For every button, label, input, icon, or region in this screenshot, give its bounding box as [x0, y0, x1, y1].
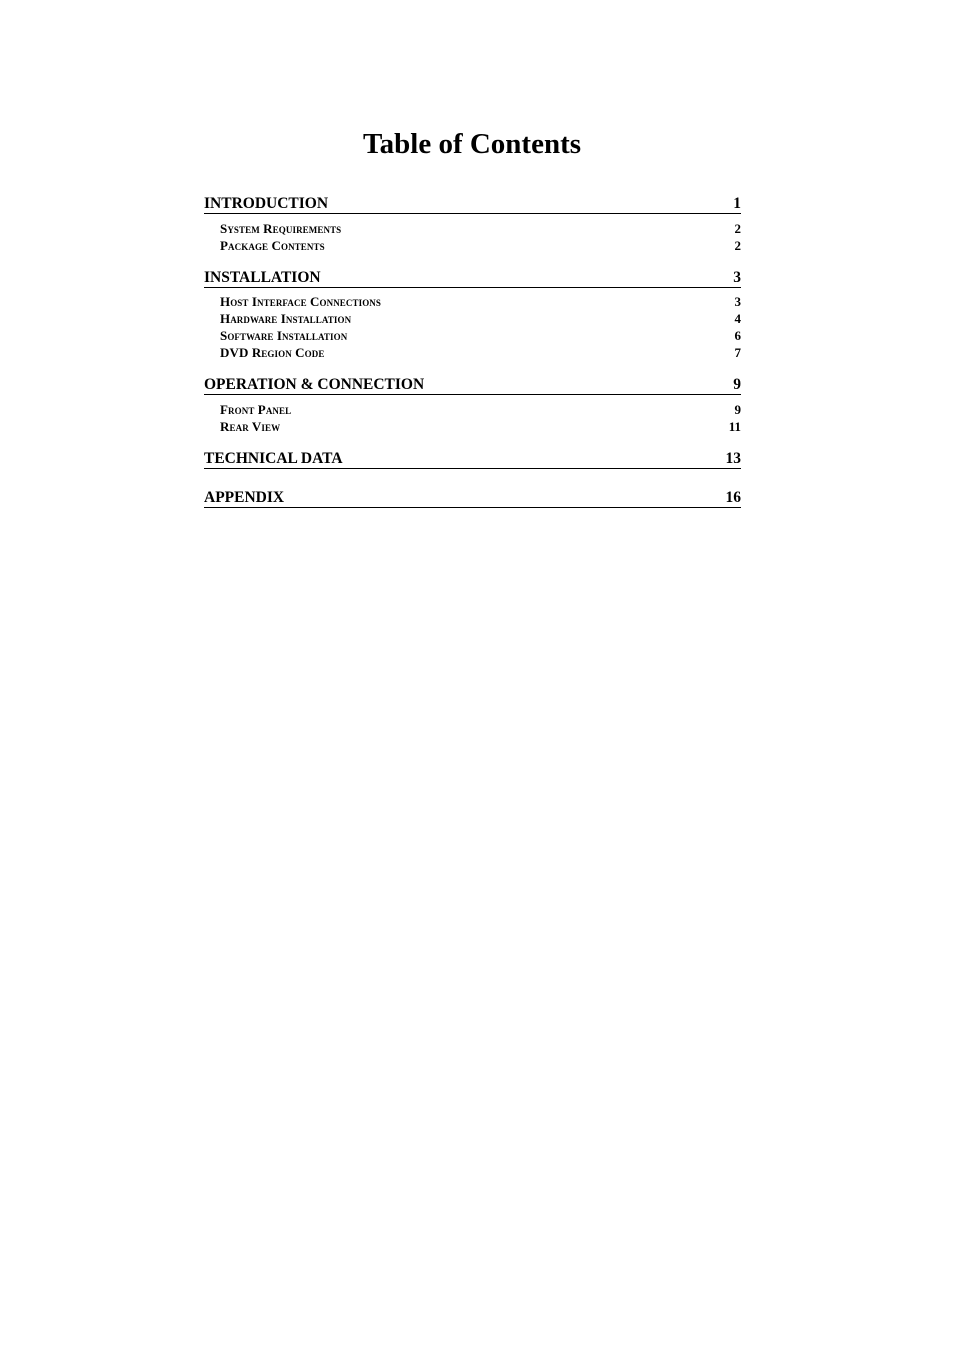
- toc-page-number: 13: [725, 450, 741, 467]
- toc-page-number: 9: [734, 402, 741, 417]
- toc-section-software-installation[interactable]: [220, 328, 741, 344]
- toc-section-label: Rear View: [220, 419, 281, 434]
- toc-chapter-label: INTRODUCTION: [204, 195, 329, 212]
- toc-page-number: 2: [734, 238, 741, 253]
- toc-page-number: 16: [725, 489, 741, 506]
- toc-page-number: 6: [734, 328, 741, 343]
- toc-chapter-introduction[interactable]: [204, 195, 741, 214]
- toc-section-label: DVD Region Code: [220, 345, 325, 360]
- toc-section-front-panel[interactable]: [220, 402, 741, 418]
- toc-chapter-label: TECHNICAL DATA: [204, 450, 343, 467]
- toc-chapter-appendix[interactable]: [204, 489, 741, 508]
- toc-chapter-label: APPENDIX: [204, 489, 285, 506]
- toc-section-label: Front Panel: [220, 402, 292, 417]
- toc-page-number: 1: [733, 195, 741, 212]
- toc-section-rear-view[interactable]: [220, 419, 741, 435]
- toc-page-number: 3: [734, 294, 741, 309]
- toc-page-number: 2: [734, 221, 741, 236]
- toc-chapter-operation-connection[interactable]: [204, 376, 741, 395]
- toc-page-number: 9: [733, 376, 741, 393]
- toc-chapter-label: INSTALLATION: [204, 269, 321, 286]
- toc-section-label: System Requirements: [220, 221, 342, 236]
- toc-page-number: 3: [733, 269, 741, 286]
- toc-page-number: 4: [734, 311, 741, 326]
- toc-chapter-label: OPERATION & CONNECTION: [204, 376, 425, 393]
- toc-page-number: 11: [728, 419, 741, 434]
- toc-chapter-installation[interactable]: [204, 269, 741, 288]
- toc-section-label: Host Interface Connections: [220, 294, 382, 309]
- toc-section-system-requirements[interactable]: [220, 221, 741, 237]
- page-title: Table of Contents: [362, 128, 582, 160]
- toc-section-label: Software Installation: [220, 328, 348, 343]
- toc-section-host-interface-connections[interactable]: [220, 294, 741, 310]
- toc-section-label: Hardware Installation: [220, 311, 352, 326]
- toc-section-label: Package Contents: [220, 238, 325, 253]
- toc-chapter-technical-data[interactable]: [204, 450, 741, 469]
- toc-section-package-contents[interactable]: [220, 238, 741, 254]
- toc-section-dvd-region-code[interactable]: [220, 345, 741, 361]
- toc-section-hardware-installation[interactable]: [220, 311, 741, 327]
- toc-page-number: 7: [734, 345, 741, 360]
